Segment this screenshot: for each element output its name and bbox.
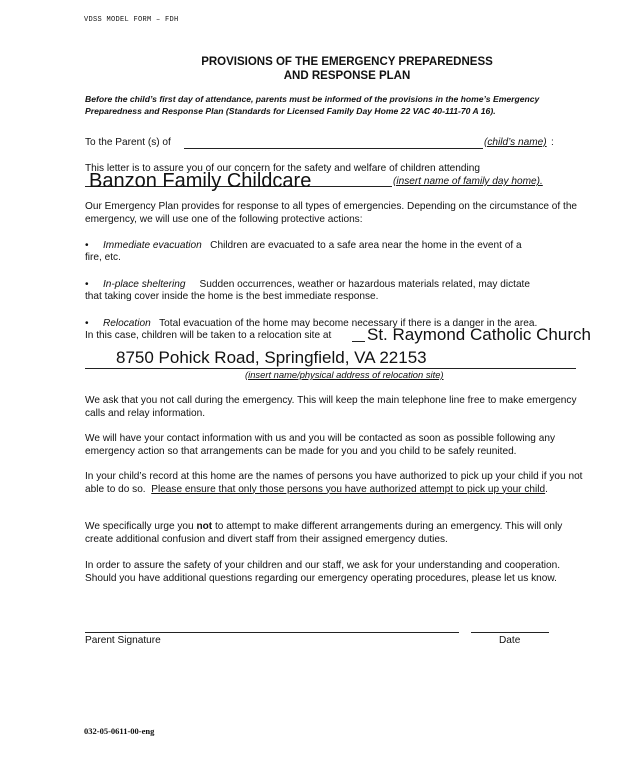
relocation-hint: (insert name/physical address of relocation site) bbox=[245, 369, 444, 380]
parent-signature-line[interactable] bbox=[85, 632, 459, 633]
action-in-place-sheltering-cont: that taking cover inside the home is the best immediate response. bbox=[85, 291, 379, 302]
bullet-icon: • bbox=[85, 279, 89, 290]
relocation-site-address[interactable]: 8750 Pohick Road, Springfield, VA 22153 bbox=[116, 348, 427, 367]
urge-text-a: We specifically urge you bbox=[85, 521, 194, 532]
paragraph-contact: We will have your contact information with us and you will be contacted as soon as possible following any emergency action so that arrangements can be made for you and you child to be safely reunited. bbox=[85, 433, 555, 457]
assurance-text: This letter is to assure you of our concern for the safety and welfare of children attending bbox=[85, 163, 480, 174]
record-end: . bbox=[545, 483, 548, 495]
record-underlined-text: Please ensure that only those persons you have authorized attempt to pick up your child bbox=[151, 483, 546, 495]
date-label: Date bbox=[499, 635, 521, 646]
urge-bold: not bbox=[196, 521, 213, 532]
paragraph-record bbox=[85, 471, 585, 496]
action-immediate-evacuation bbox=[85, 240, 522, 253]
action-term: Immediate evacuation bbox=[103, 240, 202, 251]
form-number: 032-05-0611-00-eng bbox=[84, 726, 155, 736]
action-text: Children are evacuated to a safe area near the home in the event of a bbox=[210, 240, 522, 251]
intro-note: Before the child’s first day of attendance, parents must be informed of the provisions in the home’s Emergency Preparedness and Response Plan (Standards for Licensed Family Day Home 22 VAC 40-111-70 A 16). bbox=[85, 94, 540, 116]
form-title-line2: AND RESPONSE PLAN bbox=[283, 70, 411, 82]
paragraph-phone: We ask that you not call during the emergency. This will keep the main telephone line free to make emergency calls and relay information. bbox=[85, 395, 577, 419]
form-title-line1: PROVISIONS OF THE EMERGENCY PREPAREDNESS bbox=[201, 56, 493, 68]
parent-signature-label: Parent Signature bbox=[85, 635, 161, 646]
action-term: Relocation bbox=[103, 318, 151, 329]
child-name-hint: (child’s name) bbox=[484, 137, 547, 148]
record-text: In your child’s record at this home are the names of persons you have authorized to pick up your child if you not able to do so. bbox=[85, 471, 583, 495]
bullet-icon: • bbox=[85, 240, 89, 251]
home-name-filled[interactable]: Banzon Family Childcare bbox=[89, 170, 312, 192]
action-text: Total evacuation of the home may become necessary if there is a danger in the area. bbox=[159, 318, 538, 329]
action-in-place-sheltering bbox=[85, 279, 530, 292]
action-text: Sudden occurrences, weather or hazardous materials related, may dictate bbox=[199, 279, 530, 290]
relocation-site-name[interactable]: St. Raymond Catholic Church bbox=[367, 325, 591, 344]
paragraph-urge bbox=[85, 521, 585, 546]
relocation-name-line bbox=[352, 341, 365, 342]
plan-paragraph: Our Emergency Plan provides for response to all types of emergencies. Depending on the circumstance of the emergency, we will use one of the following protective actions: bbox=[85, 201, 578, 225]
date-line[interactable] bbox=[471, 632, 549, 633]
child-name-line[interactable] bbox=[184, 148, 483, 149]
paragraph-closing: In order to assure the safety of your children and our staff, we ask for your understanding and cooperation. Should you have additional questions regarding our emergency operating procedures, please let us know. bbox=[85, 560, 561, 584]
action-immediate-evacuation-cont: fire, etc. bbox=[85, 252, 121, 263]
to-parent-colon: : bbox=[551, 137, 554, 148]
to-parent-label: To the Parent (s) of bbox=[85, 137, 171, 148]
form-header: VDSS MODEL FORM – FDH bbox=[84, 16, 179, 24]
home-name-hint: (insert name of family day home). bbox=[393, 176, 543, 187]
bullet-icon: • bbox=[85, 318, 89, 329]
action-relocation-cont: In this case, children will be taken to a relocation site at bbox=[85, 330, 332, 341]
urge-text-b: to attempt to make different arrangements during an emergency. This will only create additional confusion and divert staff from their assigned emergency duties. bbox=[85, 521, 563, 545]
action-term: In-place sheltering bbox=[103, 279, 186, 290]
